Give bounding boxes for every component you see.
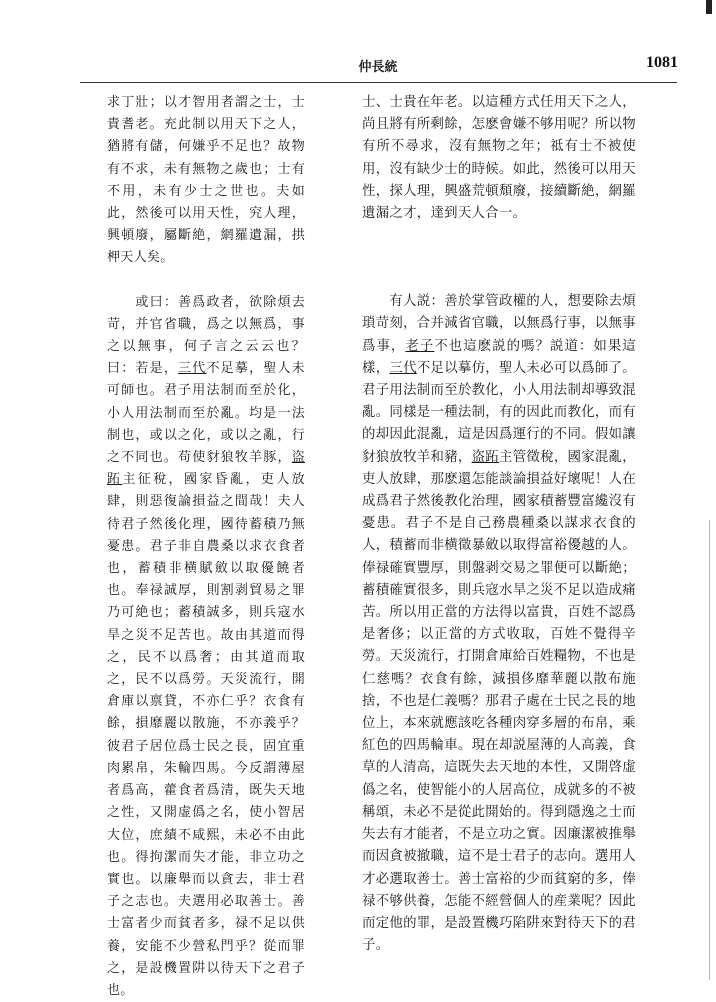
classical-p2-part-c: 主征稅，國家昏亂，吏人放肆，則惡復論損益之間哉！夫人待君子然後化理，國待蓄積乃無憂患。君子非自農桑以求衣食者也，蓄積非横賦斂以取優饒者也。奉禄誠厚，則割剥貿易之罪乃可絶也；蓄積誠多，則兵寇水旱之災不足苦也。故由其道而得之，民不以爲奢；由其道而取之，民不以爲勞。天災流行，開倉庫以禀貸，不亦仁乎？衣食有餘，損靡麗以散施，不亦義乎？彼君子居位爲士民之長，固宜重肉累帛，朱輪四馬。今反謂薄屋者爲高，藿食者爲清，既失天地之性，又開虚僞之名，使小智居大位，庶績不咸熙，未必不由此也。得拘潔而失才能，非立功之實也。以廉舉而以貪去，非士君子之志也。夫選用必取善士。善士富者少而貧者多，禄不足以供養，安能不少營私門乎？從而罪之，是設機置阱以待天下之君子也。	[107, 472, 305, 998]
proper-noun-sandai-translation: 三代	[389, 360, 417, 376]
translation-p2-part-c: 不足以摹仿，聖人未必可以爲師了。君子用法制而至於教化，小人用法制却導致混亂。同樣是一種法制，有的因此而教化，而有的却因此混亂，這是因爲運行的不同。假如讓豺狼放牧羊和豬，	[362, 360, 636, 465]
classical-paragraph-2	[107, 292, 305, 1002]
proper-noun-laozi: 老子	[405, 338, 435, 354]
classical-text-column	[107, 92, 305, 1002]
running-title: 仲長統	[358, 60, 398, 75]
translation-column	[362, 92, 636, 957]
classical-p2-part-b: 不足摹，聖人未可師也。君子用法制而至於化，小人用法制而至於亂。均是一法制也，或以之化，或以之亂，行之不同也。苟使豺狼牧羊豚，	[107, 361, 305, 466]
header-rule	[80, 82, 677, 83]
proper-noun-daozhi: 盗跖	[107, 450, 305, 488]
translation-paragraph-1: 士、士貴在年老。以這種方式任用天下之人，尚且將有所剩餘，怎麽會嫌不够用呢？所以物有所不尋求，沒有無物之年；祗有士不被使用，沒有缺少士的時候。如此，然後可以用天性，探人理，興盛荒頓頹廢，接續斷絶，網羅遺漏之才，達到天人合一。	[362, 95, 636, 222]
translation-p2-part-b: 不也這麽説的嗎？説道：如果這樣，	[362, 338, 636, 376]
translation-p2-part-a: 有人説：善於掌管政權的人，想要除去煩瑣苛刻，合并減省官職，以無爲行事，以無事爲事，	[362, 294, 636, 354]
proper-noun-sandai: 三代	[178, 361, 207, 377]
classical-p2-part-a: 或曰：善爲政者，欲除煩去苛，并官省職，爲之以無爲，事之以無事，何子言之云云也？曰：若是，	[107, 294, 305, 377]
scan-edge-line	[709, 520, 710, 980]
translation-paragraph-2	[362, 291, 636, 957]
classical-paragraph-1: 求丁壯；以才智用者謂之士，士貴耆老。充此制以用天下之人，猶將有儲，何嫌乎不足也？故物有不求，未有無物之歲也；士有不用，未有少士之世也。夫如此，然後可以用天性，究人理，興頓廢，屬斷絶，網羅遺漏，拱柙天人矣。	[107, 95, 305, 266]
scan-edge-mark	[706, 0, 712, 14]
proper-noun-daozhi-translation: 盗跖	[471, 449, 500, 465]
page-number: 1081	[646, 54, 678, 71]
running-header	[78, 56, 678, 80]
translation-p2-part-d: 主管徵稅，國家混亂，吏人放肆，那麽還怎能談論損益好壞呢！人在成爲君子然後教化治理，國家積蓄豐富纔沒有憂患。君子不是自己務農種桑以謀求衣食的人，積蓄而非横徵暴斂以取得富裕優越的人。俸禄確實豐厚，則盤剥交易之罪便可以斷絶；蓄積確實很多，則兵寇水旱之災不足以造成痛苦。所以用正當的方法得以富貴，百姓不認爲是奢侈；以正當的方式收取，百姓不覺得辛勞。天災流行，打開倉庫給百姓糧物，不也是仁慈嗎？衣食有餘，減損侈靡華麗以散布施捨，不也是仁義嗎？那君子處在士民之長的地位上，本來就應該吃各種肉穿多層的布帛，乘紅色的四馬輪車。現在却説屋薄的人高義，食草的人清高，這既失去天地的本性，又開啓虚僞之名，使智能小的人居高位，成就多的不被稱頌，未必不是從此開始的。得到隱逸之士而失去有才能者，不是立功之實。因廉潔被推舉而因貪被撤職，這不是士君子的志向。選用人才必選取善士。善士富裕的少而貧窮的多，俸禄不够供養，怎能不經營個人的産業呢？因此而定他的罪，是設置機巧陷阱來對待天下的君子。	[362, 449, 637, 954]
